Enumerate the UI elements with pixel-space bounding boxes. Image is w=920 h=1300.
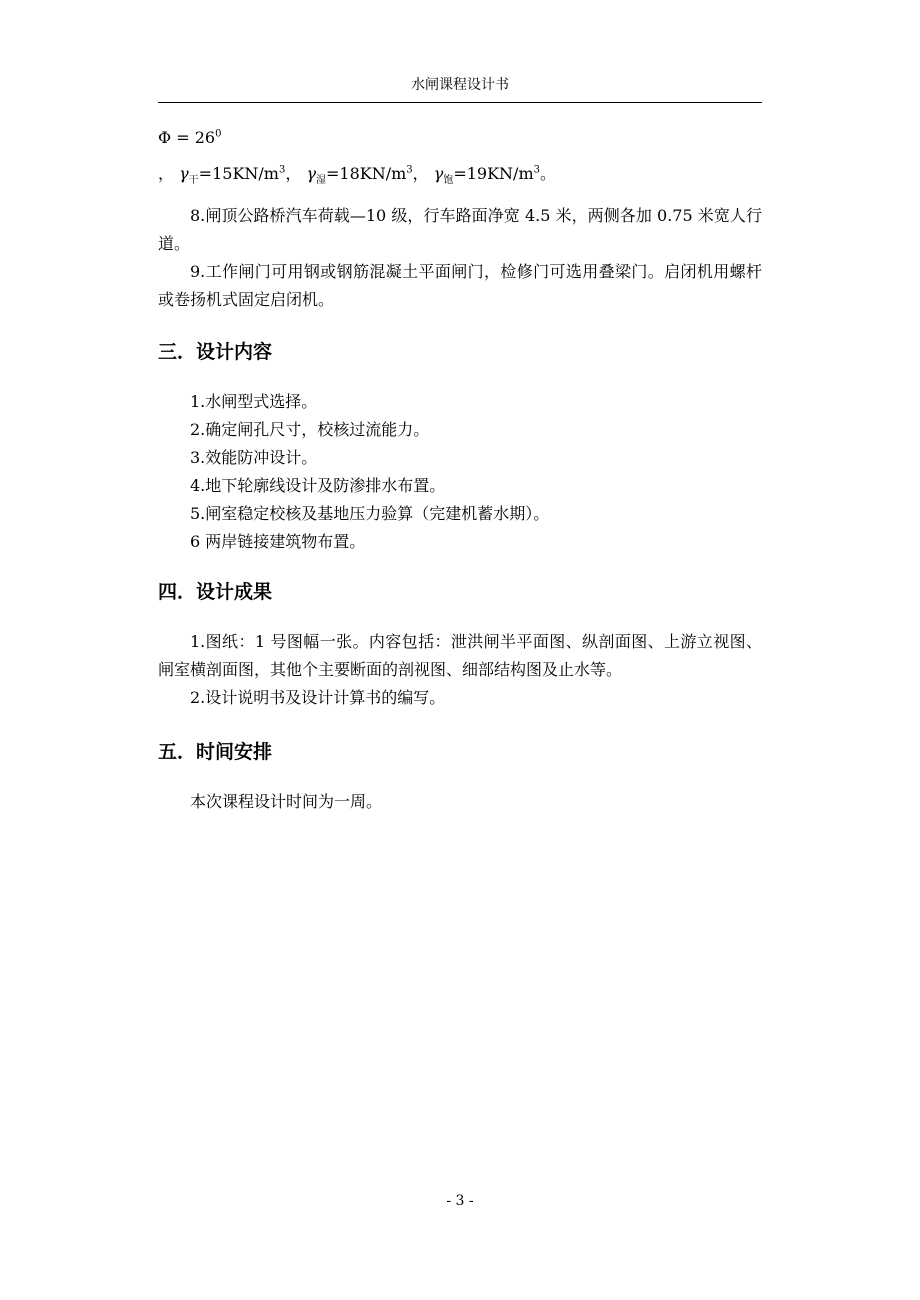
gamma-wet-subscript: 湿 [316,175,326,187]
schedule-text: 本次课程设计时间为一周。 [190,792,383,811]
gamma-sat-subscript: 饱 [443,175,454,187]
section-heading-schedule: 五．时间安排 [158,741,273,763]
leading-comma: ， [158,164,175,183]
list-item: 5.闸室稳定校核及基地压力验算（完建机蓄水期）。 [190,504,550,523]
condition-9: 9.工作闸门可用钢或钢筋混凝土平面闸门，检修门可选用叠梁门。启闭机用螺杆或卷扬机式固定启闭机。 [158,262,762,309]
page-header [0,74,920,94]
document-title: 水闸课程设计书 [411,77,509,93]
list-item: 2.确定闸孔尺寸，校核过流能力。 [190,420,430,439]
separator: ， [412,164,429,183]
header-divider [158,102,762,103]
list-item: 1.图纸：1 号图幅一张。内容包括：泄洪闸半平面图、纵剖面图、上游立视图、闸室横剖面图，其他个主要断面的剖视图、细部结构图及止水等。 [158,632,762,679]
gamma-dry-symbol: γ [179,164,189,183]
gamma-dry-value: =15KN/m [198,164,279,183]
gamma-wet-exponent: 3 [406,164,413,176]
list-item: 2.设计说明书及设计计算书的编写。 [190,688,446,707]
list-item: 1.水闸型式选择。 [190,392,318,411]
section-heading-design-content: 三．设计内容 [158,341,273,363]
section-heading-design-results: 四．设计成果 [158,581,273,603]
list-item: 6 两岸链接建筑物布置。 [190,532,366,551]
phi-degree: 0 [215,128,222,140]
page-number: - 3 - [446,1193,474,1209]
design-content-list [158,388,762,556]
gamma-dry-subscript: 干 [188,175,199,187]
condition-8: 8.闸顶公路桥汽车荷载—10 级，行车路面净宽 4.5 米，两侧各加 0.75 米宽人行道。 [158,206,762,253]
gamma-dry-exponent: 3 [278,164,286,176]
separator: ， [285,164,302,183]
gamma-sat-exponent: 3 [533,164,540,176]
list-item: 3.效能防冲设计。 [190,448,318,467]
document-body [158,124,762,816]
friction-angle-line [158,124,762,152]
period: 。 [539,164,556,183]
gamma-wet-symbol: γ [306,164,316,183]
phi-value: = 26 [171,128,216,147]
gamma-sat-symbol: γ [433,164,444,183]
phi-symbol: Φ [158,128,172,147]
gamma-sat-value: =19KN/m [453,164,534,183]
design-results-list [158,628,762,712]
list-item: 4.地下轮廓线设计及防渗排水布置。 [190,476,446,495]
unit-weight-line [158,160,762,188]
gamma-wet-value: =18KN/m [326,164,407,183]
